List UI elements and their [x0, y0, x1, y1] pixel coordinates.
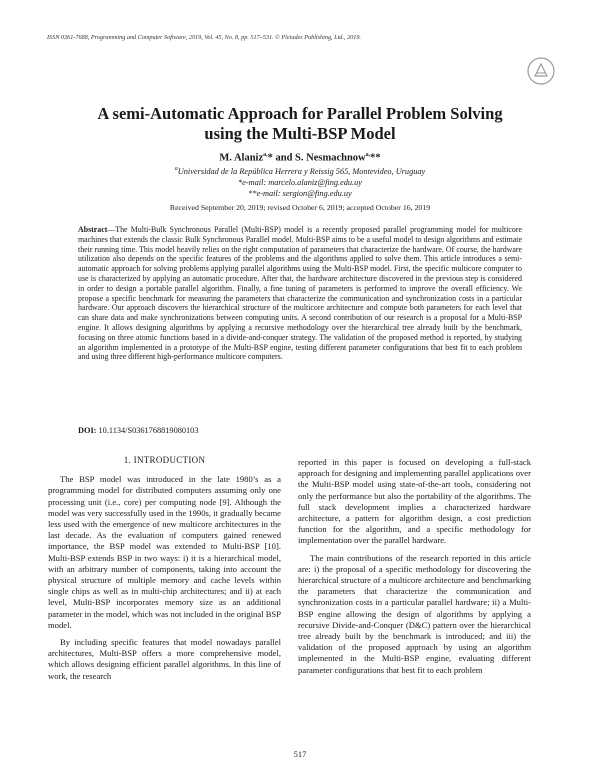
affiliation-text: Universidad de la República Herrera y Reissig 565, Montevideo, Uruguay	[177, 166, 426, 176]
paragraph: The main contributions of the research reported in this article are: i) the proposal of a specific methodology for discovering the hierarchical structure of a multicore architecture and benchmarking the parameters that characterize the communication and synchronization costs in a particular parallel hardware; ii) a Multi-BSP engine allowing the design of algorithms by applying a recursive Divide-and-Conquer (D&C) pattern over the hierarchical tree already built by the benchmark is introduced; and iii) the validation of the proposed approach by using an algorithm implemented in the Multi-BSP engine, evaluating different parameter configurations that best fit to each problem	[298, 552, 531, 675]
affiliation-mark: a	[174, 166, 178, 172]
abstract-label: Abstract	[78, 225, 108, 234]
author-2: * and S. Nesmachnow	[267, 152, 366, 164]
paragraph: The BSP model was introduced in the late 1980’s as a programming model for distributed computers assuming only one processing unit (i.e., core) per computing node [9]. Although the model was very successfully used in the 1990s, it gradually became less used with the emergence of new multicore architectures in the last decade. As the evaluation of computers gained renewed importance, the BSP model was extended to Multi-BSP [10]. Multi-BSP extends BSP in two ways: i) it is a hierarchical model, with an arbitrary number of components, taking into account the physical structure of multiple memory and cache levels within single chips as well as in multi-chip architectures; and ii) at each level, Multi-BSP incorporates memory size as an additional parameter in the model, which was not included in the original BSP model.	[48, 474, 281, 630]
journal-header: ISSN 0361-7688, Programming and Computer Software, 2019, Vol. 45, No. 8, pp. 517–531. © Pleiades Publishing, Ltd., 2019.	[47, 34, 361, 41]
paragraph: By including specific features that model nowadays parallel architectures, Multi-BSP offers a more comprehensive model, which allows designing efficient parallel algorithms. In this line of work, the research	[48, 637, 281, 681]
authors	[60, 152, 540, 164]
paper-title	[60, 104, 540, 144]
doi-label: DOI:	[78, 426, 97, 435]
right-column	[298, 457, 531, 676]
title-line-1: A semi-Automatic Approach for Parallel Problem Solving	[97, 104, 503, 123]
author-2-affiliation: a,	[365, 152, 371, 158]
paragraph: reported in this paper is focused on developing a full-stack approach for designing and implementing parallel applications over the Multi-BSP model using state-of-the-art tools, considering not only the performance but also the portability of the algorithms. The full stack development implies a characterized hardware architecture, a pattern for algorithm design, a cost prediction function for the algorithm, and a specific methodology for implementation over the parallel hardware.	[298, 457, 531, 546]
title-line-2: using the Multi-BSP Model	[204, 124, 396, 143]
section-heading: 1. INTRODUCTION	[123, 455, 206, 465]
left-column	[48, 455, 281, 682]
publisher-logo-icon	[526, 56, 556, 86]
email-1: *e-mail: marcelo.alaniz@fing.edu.uy	[238, 178, 362, 187]
affiliation	[60, 166, 540, 176]
doi-value: 10.1134/S0361768819080103	[98, 426, 199, 435]
author-2-mark: **	[370, 152, 381, 164]
abstract	[78, 225, 522, 362]
received-dates: Received September 20, 2019; revised October 6, 2019; accepted October 16, 2019	[169, 203, 431, 212]
email-2: **e-mail: sergion@fing.edu.uy	[248, 189, 352, 198]
author-1: M. Alaniz	[219, 152, 264, 164]
doi	[78, 426, 522, 435]
author-1-affiliation: a,	[263, 152, 268, 158]
page-number: 517	[293, 749, 307, 759]
abstract-text: —The Multi-Bulk Synchronous Parallel (Multi-BSP) model is a recently proposed parallel programming model for multicore machines that extends the classic Bulk Synchronous Parallel model. Multi-BSP aims to be a useful model to design algorithms and estimate their running time. This model heavily relies on the right computation of parameters that characterize the hardware. Of course, the hardware utilization also depends on the specific features of the problems and the algorithms applied to solve them. This article introduces a semi-automatic approach for solving problems applying parallel algorithms using the Multi-BSP model. First, the specific multicore computer to use is characterized by applying an automatic procedure. After that, the hardware architecture discovered in the previous step is considered in order to design a portable parallel algorithm. Finally, a fine tuning of parameters is performed to improve the overall efficiency. We propose a specific benchmark for measuring the parameters that characterize the communication and synchronization costs in a particular hardware. Our approach discovers the hierarchical structure of the multicore architecture and compute both parameters for each level that can share data and make synchronizations between computing units. A second contribution of our research is a proposal for a Multi-BSP engine. It allows designing algorithms by applying a recursive methodology over the hierarchical tree already built by the benchmark, focusing on three atomic functions based in a divide-and-conquer strategy. The validation of the proposed method is reported, by studying an algorithm implemented in a prototype of the Multi-BSP engine, testing different parameter configurations that best fit to each problem and using three different high-performance multicore computers.	[78, 225, 522, 362]
